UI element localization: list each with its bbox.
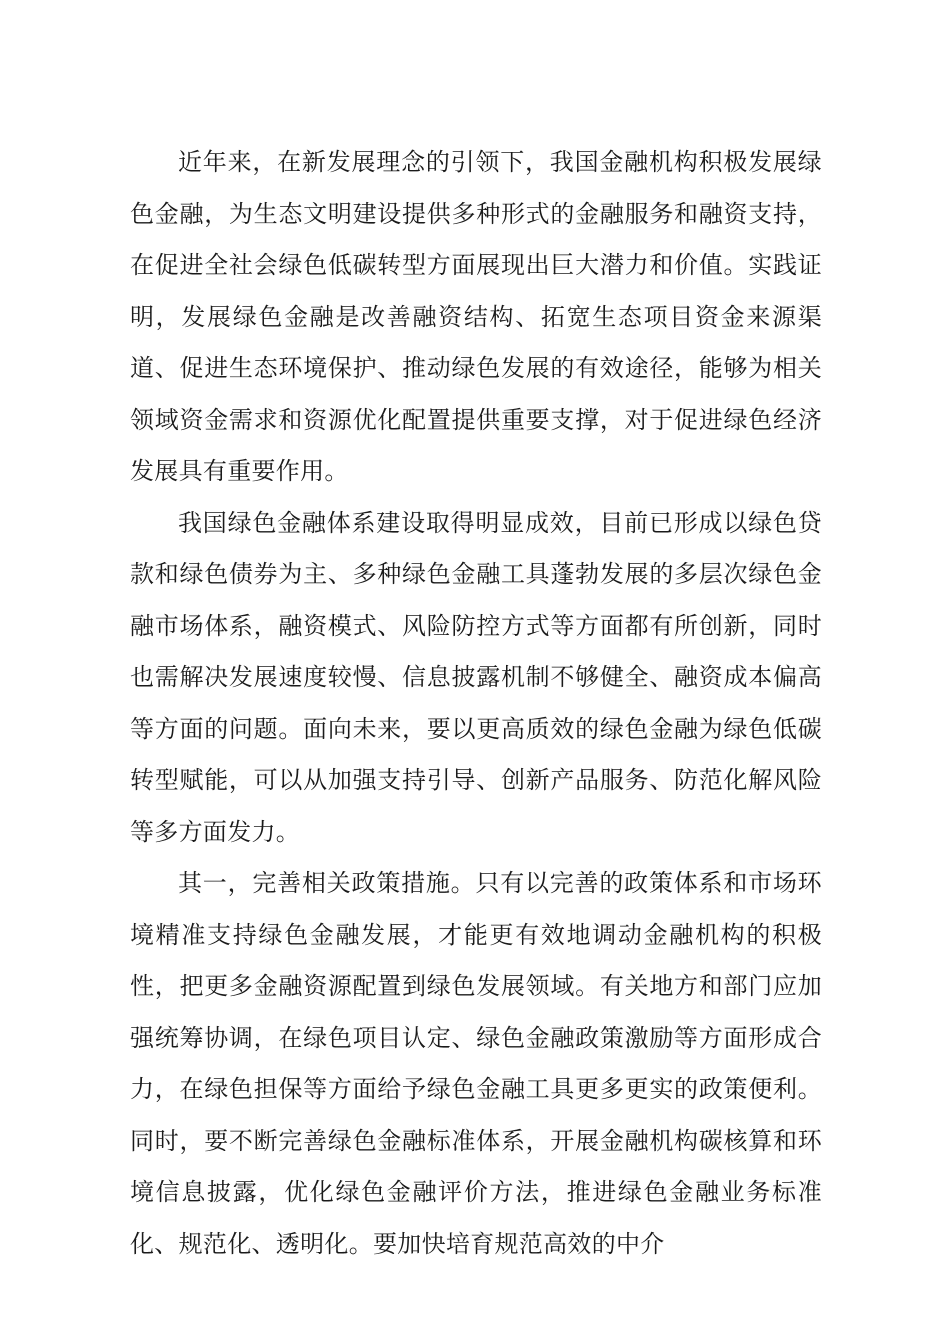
paragraph-intro: 近年来，在新发展理念的引领下，我国金融机构积极发展绿色金融，为生态文明建设提供多种形式的金融服务和融资支持，在促进全社会绿色低碳转型方面展现出巨大潜力和价值。实践证明，发展绿色金融是改善融资结构、拓宽生态项目资金来源渠道、促进生态环境保护、推动绿色发展的有效途径，能够为相关领域资金需求和资源优化配置提供重要支撑，对于促进绿色经济发展具有重要作用。 (130, 148, 822, 485)
paragraph-policy-measures: 其一，完善相关政策措施。只有以完善的政策体系和市场环境精准支持绿色金融发展，才能更有效地调动金融机构的积极性，把更多金融资源配置到绿色发展领域。有关地方和部门应加强统筹协调，在绿色项目认定、绿色金融政策激励等方面形成合力，在绿色担保等方面给予绿色金融工具更多更实的政策便利。同时，要不断完善绿色金融标准体系，开展金融机构碳核算和环境信息披露，优化绿色金融评价方法，推进绿色金融业务标准化、规范化、透明化。要加快培育规范高效的中介 (130, 869, 822, 1258)
paragraph-achievements: 我国绿色金融体系建设取得明显成效，目前已形成以绿色贷款和绿色债券为主、多种绿色金融工具蓬勃发展的多层次绿色金融市场体系，融资模式、风险防控方式等方面都有所创新，同时也需解决发展速度较慢、信息披露机制不够健全、融资成本偏高等方面的问题。面向未来，要以更高质效的绿色金融为绿色低碳转型赋能，可以从加强支持引导、创新产品服务、防范化解风险等多方面发力。 (130, 508, 822, 846)
article-body (130, 137, 822, 1270)
